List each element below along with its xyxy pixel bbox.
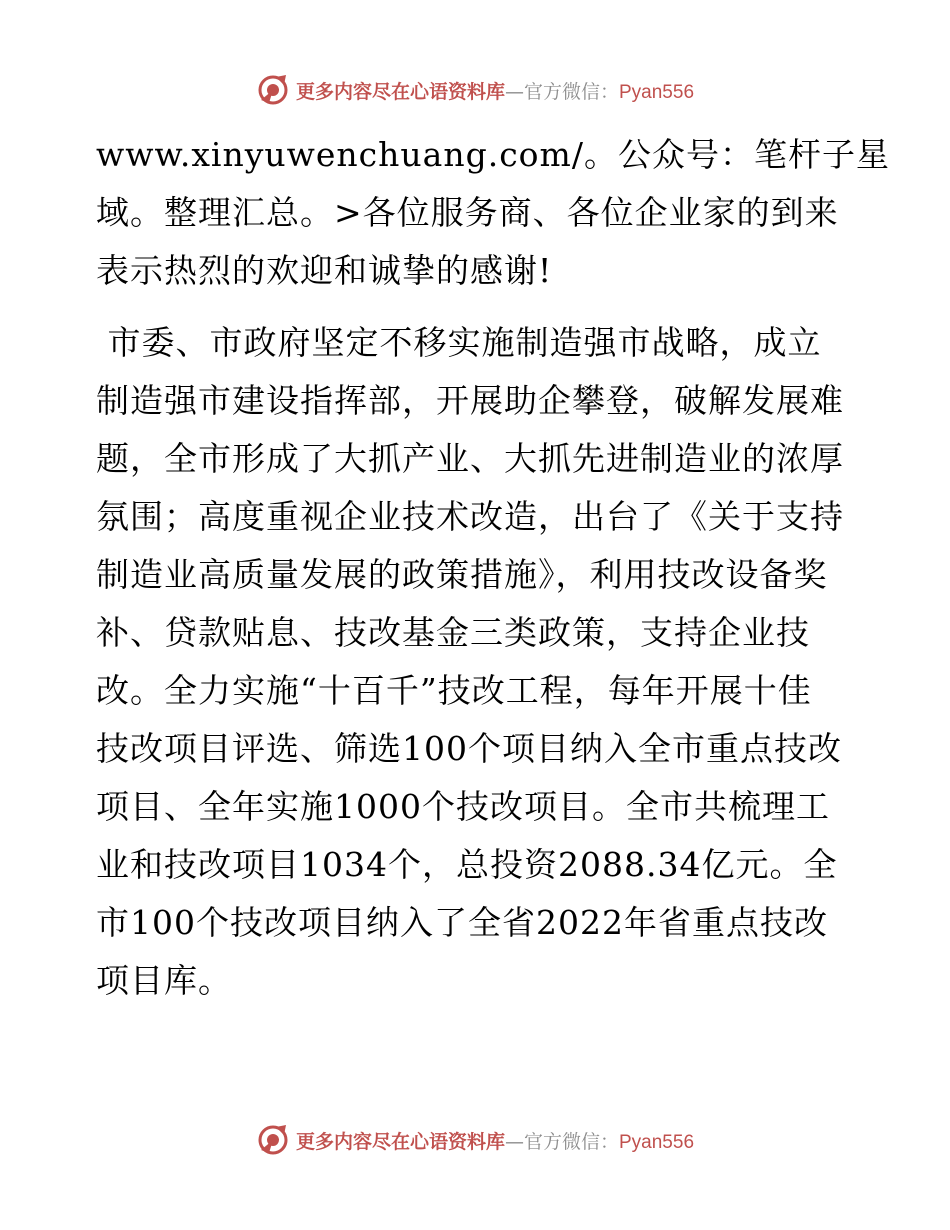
text-line: 改。全力实施“十百千”技改工程，每年开展十佳 — [96, 671, 812, 710]
text-line: 项目、全年实施1000个技改项目。全市共梳理工 — [96, 787, 830, 826]
text-line: 氛围；高度重视企业技术改造，出台了《关于支持 — [96, 497, 844, 536]
header-banner-separator: — — [504, 80, 524, 103]
footer-banner-text — [296, 1127, 694, 1154]
footer-banner-sub: 官方微信： — [523, 1130, 619, 1153]
footer-banner-content — [256, 1123, 694, 1157]
paragraph-gap — [96, 300, 856, 314]
brand-logo-icon — [256, 73, 290, 107]
text-line: 市委、市政府坚定不移实施制造强市战略，成立 — [96, 323, 822, 362]
header-banner-content — [256, 73, 694, 107]
document-body — [96, 126, 890, 1010]
footer-banner-separator: — — [504, 1130, 524, 1153]
text-line: www.xinyuwenchuang.com/。公众号：笔杆子星 — [96, 135, 890, 174]
paragraph-main — [96, 314, 856, 1010]
header-banner-main: 更多内容尽在心语资料库 — [295, 80, 505, 103]
header-banner — [0, 70, 950, 110]
text-line: 业和技改项目1034个，总投资2088.34亿元。全 — [96, 845, 838, 884]
text-line: 补、贷款贴息、技改基金三类政策，支持企业技 — [96, 613, 810, 652]
paragraph-intro — [96, 126, 890, 300]
text-line: 题，全市形成了大抓产业、大抓先进制造业的浓厚 — [96, 439, 844, 478]
text-line: 表示热烈的欢迎和诚挚的感谢! — [96, 251, 553, 290]
header-banner-text — [296, 77, 694, 104]
text-line: 项目库。 — [96, 961, 232, 1000]
header-banner-sub: 官方微信： — [523, 80, 619, 103]
brand-logo-icon — [256, 1123, 290, 1157]
text-line: 制造强市建设指挥部，开展助企攀登，破解发展难 — [96, 381, 844, 420]
footer-banner-main: 更多内容尽在心语资料库 — [295, 1130, 505, 1153]
text-line: 市100个技改项目纳入了全省2022年省重点技改 — [96, 903, 828, 942]
text-line: 技改项目评选、筛选100个项目纳入全市重点技改 — [96, 729, 842, 768]
footer-banner-wechat-id: Pyan556 — [619, 1131, 695, 1153]
text-line: 域。整理汇总。>各位服务商、各位企业家的到来 — [96, 193, 839, 232]
text-line: 制造业高质量发展的政策措施》，利用技改设备奖 — [96, 555, 828, 594]
footer-banner — [0, 1120, 950, 1160]
header-banner-wechat-id: Pyan556 — [619, 81, 695, 103]
